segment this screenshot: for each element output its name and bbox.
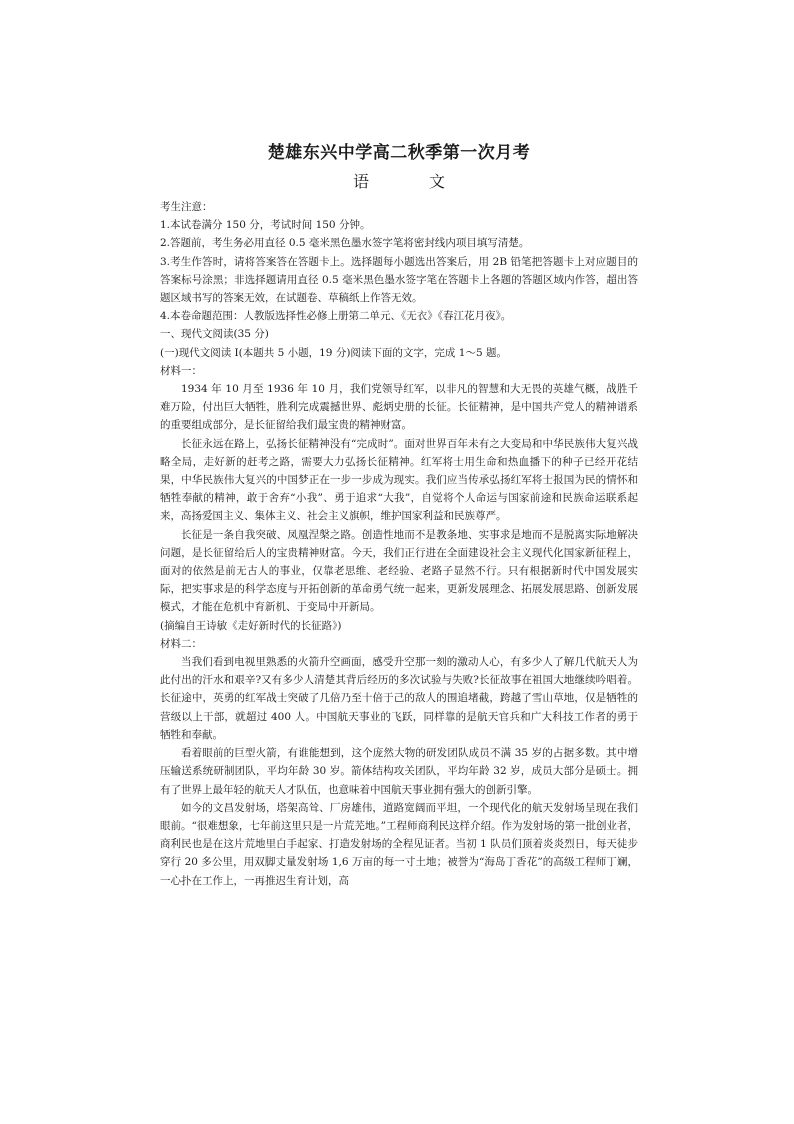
exam-title: 楚雄东兴中学高二秋季第一次月考 — [267, 143, 531, 163]
notice-item-1: 1.本试卷满分 150 分，考试时间 150 分钟。 — [160, 219, 371, 232]
material-1-label: 材料一： — [160, 364, 202, 377]
material-2-paragraph: 看着眼前的巨型火箭，有谁能想到，这个庞然大物的研发团队成员不满 35 岁的占据多数。其中增压输送系统研制团队，平均年龄 30 岁。箭体结构攻关团队，平均年龄 32 岁，成员大部分是硕士。拥有了世界上最年轻的航天人才队伍，也意味着中国航天事业拥有强大的创新引擎。 — [160, 747, 638, 796]
notice-item-4: 4.本卷命题范围：人教版选择性必修上册第二单元、《无衣》《春江花月夜》。 — [160, 310, 512, 323]
subject-title: 语 文 — [352, 172, 467, 191]
material-2-paragraph: 当我们看到电视里熟悉的火箭升空画面，感受升空那一刻的激动人心，有多少人了解几代航天人为此付出的汗水和艰辛?又有多少人清楚其背后经历的多次试验与失败?长征故事在祖国大地继续吟唱着。长征途中，英勇的红军战士突破了几倍乃至十倍于己的敌人的围追堵截，跨越了雪山草地，仅是牺牲的营级以上干部，就超过 400 人。中国航天事业的飞跃，同样靠的是航天官兵和广大科技工作者的勇于牺牲和奉献。 — [160, 656, 638, 741]
material-1-paragraph: 长征是一条自我突破、凤凰涅槃之路。创造性地而不是教条地、实事求是地而不是脱离实际地解决问题，是长征留给后人的宝贵精神财富。今天，我们正行进在全面建设社会主义现代化国家新征程上，面对的依然是前无古人的事业，仅靠老思维、老经验、老路子显然不行。只有根据新时代中国发展实际，把实事求是的科学态度与开拓创新的革命勇气统一起来，更新发展理念、拓展发展思路、创新发展模式，才能在危机中育新机、于变局中开新局。 — [160, 528, 638, 614]
notice-heading: 考生注意： — [160, 201, 213, 213]
section-sub-heading: (一)现代文阅读 I(本题共 5 小题，19 分)阅读下面的文字，完成 1～5 题。 — [160, 346, 507, 359]
section-heading: 一、现代文阅读(35 分) — [160, 328, 269, 341]
material-2-label: 材料二： — [160, 637, 202, 650]
material-2-paragraph: 如今的文昌发射场，塔架高耸、厂房雄伟，道路宽阔而平坦，一个现代化的航天发射场呈现在我们眼前。“很难想象，七年前这里只是一片荒芜地。”工程师商利民这样介绍。作为发射场的第一批创业者，商利民也是在这片荒地里白手起家、打造发射场的全程见证者。当初 1 队员们顶着炎炎烈日，每天徒步穿行 20 多公里，用双脚丈量发射场 1,6 万亩的每一寸土地；被誉为“海岛丁香花”的高级工程师丁斓，一心扑在工作上，一再推迟生育计划，高 — [160, 801, 638, 887]
material-1-source: (摘编自王诗敏《走好新时代的长征路》) — [160, 619, 342, 632]
material-1-paragraph: 长征永远在路上，弘扬长征精神没有“完成时”。面对世界百年未有之大变局和中华民族伟大复兴战略全局，走好新的赶考之路，需要大力弘扬长征精神。红军将士用生命和热血播下的种子已经开花结果，中华民族伟大复兴的中国梦正在一步一步成为现实。我们应当传承弘扬红军将士报国为民的情怀和牺牲奉献的精神，敢于舍弃“小我”、勇于追求“大我”，自觉将个人命运与国家前途和民族命运联系起来，高扬爱国主义、集体主义、社会主义旗帜，维护国家利益和民族尊严。 — [160, 437, 638, 523]
notice-item-2: 2.答题前，考生务必用直径 0.5 毫米黑色墨水签字笔将密封线内项目填写清楚。 — [160, 237, 530, 250]
material-1-paragraph: 1934 年 10 月至 1936 年 10 月，我们党领导红军，以非凡的智慧和大无畏的英雄气概，战胜千难万险，付出巨大牺牲，胜利完成震撼世界、彪炳史册的长征。长征精神，是中国共产党人的精神谱系的重要组成部分，是长征留给我们最宝贵的精神财富。 — [160, 383, 638, 432]
notice-item-3: 3.考生作答时，请将答案答在答题卡上。选择题每小题选出答案后，用 2B 铅笔把答题卡上对应题目的答案标号涂黑；非选择题请用直径 0.5 毫米黑色墨水签字笔在答题卡上各题的答题区域内作答，超出答题区域书写的答案无效，在试题卷、草稿纸上作答无效。 — [160, 255, 638, 305]
exam-page — [160, 138, 638, 890]
